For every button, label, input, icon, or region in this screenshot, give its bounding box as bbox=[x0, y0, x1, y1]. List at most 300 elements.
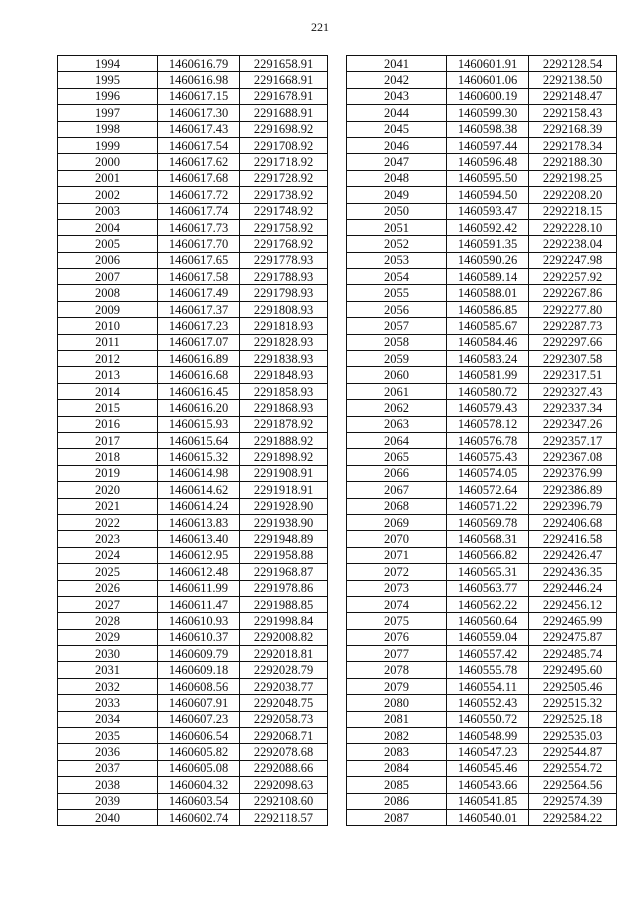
point-id-cell: 2019 bbox=[58, 465, 158, 481]
table-row bbox=[347, 170, 617, 186]
table-row bbox=[58, 449, 328, 465]
y-coordinate-cell: 2291988.85 bbox=[240, 596, 328, 612]
y-coordinate-cell: 2292337.34 bbox=[529, 400, 617, 416]
table-row bbox=[58, 105, 328, 121]
y-coordinate-cell: 2292148.47 bbox=[529, 88, 617, 104]
table-row bbox=[58, 285, 328, 301]
x-coordinate-cell: 1460555.78 bbox=[447, 662, 529, 678]
point-id-cell: 2047 bbox=[347, 154, 447, 170]
y-coordinate-cell: 2292038.77 bbox=[240, 678, 328, 694]
point-id-cell: 2081 bbox=[347, 711, 447, 727]
x-coordinate-cell: 1460589.14 bbox=[447, 269, 529, 285]
table-row bbox=[347, 187, 617, 203]
x-coordinate-cell: 1460583.24 bbox=[447, 351, 529, 367]
point-id-cell: 2061 bbox=[347, 383, 447, 399]
y-coordinate-cell: 2292456.12 bbox=[529, 596, 617, 612]
point-id-cell: 2063 bbox=[347, 416, 447, 432]
x-coordinate-cell: 1460585.67 bbox=[447, 318, 529, 334]
table-row bbox=[58, 580, 328, 596]
x-coordinate-cell: 1460616.79 bbox=[158, 56, 240, 72]
table-row bbox=[347, 744, 617, 760]
x-coordinate-cell: 1460548.99 bbox=[447, 728, 529, 744]
point-id-cell: 2025 bbox=[58, 564, 158, 580]
table-row bbox=[58, 498, 328, 514]
x-coordinate-cell: 1460602.74 bbox=[158, 809, 240, 825]
point-id-cell: 2012 bbox=[58, 351, 158, 367]
y-coordinate-cell: 2292218.15 bbox=[529, 203, 617, 219]
point-id-cell: 2067 bbox=[347, 482, 447, 498]
x-coordinate-cell: 1460617.70 bbox=[158, 236, 240, 252]
x-coordinate-cell: 1460554.11 bbox=[447, 678, 529, 694]
table-row bbox=[58, 252, 328, 268]
x-coordinate-cell: 1460581.99 bbox=[447, 367, 529, 383]
x-coordinate-cell: 1460607.23 bbox=[158, 711, 240, 727]
point-id-cell: 1994 bbox=[58, 56, 158, 72]
x-coordinate-cell: 1460605.82 bbox=[158, 744, 240, 760]
table-row bbox=[347, 269, 617, 285]
point-id-cell: 2057 bbox=[347, 318, 447, 334]
y-coordinate-cell: 2292485.74 bbox=[529, 646, 617, 662]
table-row bbox=[58, 809, 328, 825]
coordinate-table-body bbox=[58, 56, 328, 826]
x-coordinate-cell: 1460616.20 bbox=[158, 400, 240, 416]
y-coordinate-cell: 2291898.92 bbox=[240, 449, 328, 465]
table-row bbox=[347, 351, 617, 367]
x-coordinate-cell: 1460571.22 bbox=[447, 498, 529, 514]
point-id-cell: 2068 bbox=[347, 498, 447, 514]
coordinate-table-left bbox=[57, 55, 328, 826]
point-id-cell: 2075 bbox=[347, 613, 447, 629]
point-id-cell: 2070 bbox=[347, 531, 447, 547]
table-row bbox=[347, 88, 617, 104]
y-coordinate-cell: 2291858.93 bbox=[240, 383, 328, 399]
point-id-cell: 2059 bbox=[347, 351, 447, 367]
point-id-cell: 2083 bbox=[347, 744, 447, 760]
y-coordinate-cell: 2291828.93 bbox=[240, 334, 328, 350]
x-coordinate-cell: 1460575.43 bbox=[447, 449, 529, 465]
coordinate-table-right bbox=[346, 55, 617, 826]
point-id-cell: 2082 bbox=[347, 728, 447, 744]
point-id-cell: 2009 bbox=[58, 301, 158, 317]
point-id-cell: 2072 bbox=[347, 564, 447, 580]
table-row bbox=[58, 367, 328, 383]
x-coordinate-cell: 1460590.26 bbox=[447, 252, 529, 268]
x-coordinate-cell: 1460560.64 bbox=[447, 613, 529, 629]
table-row bbox=[347, 400, 617, 416]
table-row bbox=[347, 301, 617, 317]
table-row bbox=[58, 170, 328, 186]
x-coordinate-cell: 1460586.85 bbox=[447, 301, 529, 317]
x-coordinate-cell: 1460613.83 bbox=[158, 514, 240, 530]
point-id-cell: 2029 bbox=[58, 629, 158, 645]
table-row bbox=[347, 416, 617, 432]
point-id-cell: 2045 bbox=[347, 121, 447, 137]
table-row bbox=[58, 596, 328, 612]
table-row bbox=[347, 728, 617, 744]
table-row bbox=[347, 72, 617, 88]
table-row bbox=[347, 318, 617, 334]
x-coordinate-cell: 1460595.50 bbox=[447, 170, 529, 186]
x-coordinate-cell: 1460615.64 bbox=[158, 432, 240, 448]
table-row bbox=[58, 777, 328, 793]
y-coordinate-cell: 2292376.99 bbox=[529, 465, 617, 481]
table-row bbox=[58, 137, 328, 153]
point-id-cell: 2064 bbox=[347, 432, 447, 448]
x-coordinate-cell: 1460615.93 bbox=[158, 416, 240, 432]
point-id-cell: 2055 bbox=[347, 285, 447, 301]
table-row bbox=[58, 416, 328, 432]
x-coordinate-cell: 1460557.42 bbox=[447, 646, 529, 662]
x-coordinate-cell: 1460593.47 bbox=[447, 203, 529, 219]
y-coordinate-cell: 2292238.04 bbox=[529, 236, 617, 252]
point-id-cell: 2062 bbox=[347, 400, 447, 416]
table-row bbox=[58, 760, 328, 776]
point-id-cell: 2036 bbox=[58, 744, 158, 760]
y-coordinate-cell: 2291668.91 bbox=[240, 72, 328, 88]
table-row bbox=[347, 564, 617, 580]
point-id-cell: 2065 bbox=[347, 449, 447, 465]
x-coordinate-cell: 1460614.24 bbox=[158, 498, 240, 514]
x-coordinate-cell: 1460611.47 bbox=[158, 596, 240, 612]
point-id-cell: 2044 bbox=[347, 105, 447, 121]
y-coordinate-cell: 2292564.56 bbox=[529, 777, 617, 793]
table-row bbox=[58, 187, 328, 203]
y-coordinate-cell: 2291788.93 bbox=[240, 269, 328, 285]
point-id-cell: 2016 bbox=[58, 416, 158, 432]
table-row bbox=[58, 564, 328, 580]
x-coordinate-cell: 1460562.22 bbox=[447, 596, 529, 612]
point-id-cell: 2066 bbox=[347, 465, 447, 481]
point-id-cell: 2011 bbox=[58, 334, 158, 350]
point-id-cell: 2087 bbox=[347, 809, 447, 825]
point-id-cell: 2051 bbox=[347, 219, 447, 235]
table-row bbox=[347, 662, 617, 678]
x-coordinate-cell: 1460616.98 bbox=[158, 72, 240, 88]
point-id-cell: 2053 bbox=[347, 252, 447, 268]
x-coordinate-cell: 1460605.08 bbox=[158, 760, 240, 776]
y-coordinate-cell: 2291738.92 bbox=[240, 187, 328, 203]
point-id-cell: 2046 bbox=[347, 137, 447, 153]
y-coordinate-cell: 2291838.93 bbox=[240, 351, 328, 367]
table-row bbox=[347, 383, 617, 399]
point-id-cell: 2026 bbox=[58, 580, 158, 596]
x-coordinate-cell: 1460617.73 bbox=[158, 219, 240, 235]
table-row bbox=[347, 432, 617, 448]
y-coordinate-cell: 2291808.93 bbox=[240, 301, 328, 317]
point-id-cell: 2024 bbox=[58, 547, 158, 563]
table-row bbox=[58, 728, 328, 744]
point-id-cell: 1998 bbox=[58, 121, 158, 137]
point-id-cell: 2042 bbox=[347, 72, 447, 88]
x-coordinate-cell: 1460609.18 bbox=[158, 662, 240, 678]
table-row bbox=[347, 760, 617, 776]
point-id-cell: 2020 bbox=[58, 482, 158, 498]
x-coordinate-cell: 1460541.85 bbox=[447, 793, 529, 809]
table-row bbox=[58, 678, 328, 694]
table-row bbox=[58, 514, 328, 530]
y-coordinate-cell: 2292436.35 bbox=[529, 564, 617, 580]
table-row bbox=[347, 449, 617, 465]
point-id-cell: 2014 bbox=[58, 383, 158, 399]
point-id-cell: 2028 bbox=[58, 613, 158, 629]
table-row bbox=[58, 646, 328, 662]
x-coordinate-cell: 1460579.43 bbox=[447, 400, 529, 416]
table-row bbox=[58, 88, 328, 104]
y-coordinate-cell: 2291698.92 bbox=[240, 121, 328, 137]
table-row bbox=[58, 351, 328, 367]
table-row bbox=[347, 547, 617, 563]
point-id-cell: 2086 bbox=[347, 793, 447, 809]
x-coordinate-cell: 1460550.72 bbox=[447, 711, 529, 727]
point-id-cell: 1995 bbox=[58, 72, 158, 88]
x-coordinate-cell: 1460617.30 bbox=[158, 105, 240, 121]
point-id-cell: 2037 bbox=[58, 760, 158, 776]
table-row bbox=[58, 318, 328, 334]
table-row bbox=[58, 531, 328, 547]
x-coordinate-cell: 1460599.30 bbox=[447, 105, 529, 121]
y-coordinate-cell: 2292544.87 bbox=[529, 744, 617, 760]
x-coordinate-cell: 1460617.37 bbox=[158, 301, 240, 317]
y-coordinate-cell: 2292098.63 bbox=[240, 777, 328, 793]
x-coordinate-cell: 1460601.91 bbox=[447, 56, 529, 72]
x-coordinate-cell: 1460543.66 bbox=[447, 777, 529, 793]
table-row bbox=[347, 252, 617, 268]
table-row bbox=[347, 465, 617, 481]
y-coordinate-cell: 2292128.54 bbox=[529, 56, 617, 72]
point-id-cell: 2073 bbox=[347, 580, 447, 596]
x-coordinate-cell: 1460565.31 bbox=[447, 564, 529, 580]
x-coordinate-cell: 1460552.43 bbox=[447, 695, 529, 711]
point-id-cell: 2074 bbox=[347, 596, 447, 612]
point-id-cell: 1996 bbox=[58, 88, 158, 104]
x-coordinate-cell: 1460617.54 bbox=[158, 137, 240, 153]
point-id-cell: 2079 bbox=[347, 678, 447, 694]
x-coordinate-cell: 1460611.99 bbox=[158, 580, 240, 596]
y-coordinate-cell: 2292008.82 bbox=[240, 629, 328, 645]
x-coordinate-cell: 1460610.37 bbox=[158, 629, 240, 645]
point-id-cell: 2031 bbox=[58, 662, 158, 678]
table-row bbox=[58, 695, 328, 711]
y-coordinate-cell: 2292287.73 bbox=[529, 318, 617, 334]
point-id-cell: 1999 bbox=[58, 137, 158, 153]
x-coordinate-cell: 1460597.44 bbox=[447, 137, 529, 153]
point-id-cell: 2052 bbox=[347, 236, 447, 252]
y-coordinate-cell: 2292228.10 bbox=[529, 219, 617, 235]
x-coordinate-cell: 1460617.65 bbox=[158, 252, 240, 268]
table-row bbox=[347, 56, 617, 72]
table-row bbox=[347, 695, 617, 711]
point-id-cell: 2054 bbox=[347, 269, 447, 285]
y-coordinate-cell: 2291778.93 bbox=[240, 252, 328, 268]
table-row bbox=[347, 105, 617, 121]
table-row bbox=[58, 121, 328, 137]
table-row bbox=[58, 662, 328, 678]
x-coordinate-cell: 1460609.79 bbox=[158, 646, 240, 662]
y-coordinate-cell: 2292158.43 bbox=[529, 105, 617, 121]
point-id-cell: 2021 bbox=[58, 498, 158, 514]
point-id-cell: 2058 bbox=[347, 334, 447, 350]
table-row bbox=[58, 547, 328, 563]
table-row bbox=[347, 613, 617, 629]
y-coordinate-cell: 2292406.68 bbox=[529, 514, 617, 530]
x-coordinate-cell: 1460591.35 bbox=[447, 236, 529, 252]
y-coordinate-cell: 2292307.58 bbox=[529, 351, 617, 367]
table-row bbox=[347, 793, 617, 809]
table-row bbox=[58, 613, 328, 629]
point-id-cell: 2069 bbox=[347, 514, 447, 530]
table-row bbox=[58, 203, 328, 219]
point-id-cell: 2030 bbox=[58, 646, 158, 662]
point-id-cell: 2003 bbox=[58, 203, 158, 219]
y-coordinate-cell: 2291908.91 bbox=[240, 465, 328, 481]
y-coordinate-cell: 2291918.91 bbox=[240, 482, 328, 498]
table-row bbox=[58, 482, 328, 498]
table-row bbox=[347, 498, 617, 514]
table-row bbox=[58, 334, 328, 350]
y-coordinate-cell: 2292475.87 bbox=[529, 629, 617, 645]
y-coordinate-cell: 2292367.08 bbox=[529, 449, 617, 465]
point-id-cell: 2048 bbox=[347, 170, 447, 186]
table-row bbox=[347, 629, 617, 645]
point-id-cell: 2000 bbox=[58, 154, 158, 170]
x-coordinate-cell: 1460568.31 bbox=[447, 531, 529, 547]
x-coordinate-cell: 1460617.23 bbox=[158, 318, 240, 334]
table-row bbox=[58, 432, 328, 448]
x-coordinate-cell: 1460588.01 bbox=[447, 285, 529, 301]
y-coordinate-cell: 2292078.68 bbox=[240, 744, 328, 760]
point-id-cell: 2004 bbox=[58, 219, 158, 235]
table-row bbox=[347, 334, 617, 350]
x-coordinate-cell: 1460540.01 bbox=[447, 809, 529, 825]
x-coordinate-cell: 1460608.56 bbox=[158, 678, 240, 694]
point-id-cell: 2084 bbox=[347, 760, 447, 776]
table-row bbox=[58, 301, 328, 317]
y-coordinate-cell: 2291658.91 bbox=[240, 56, 328, 72]
y-coordinate-cell: 2292028.79 bbox=[240, 662, 328, 678]
y-coordinate-cell: 2292554.72 bbox=[529, 760, 617, 776]
page-number: 221 bbox=[311, 20, 329, 34]
y-coordinate-cell: 2291798.93 bbox=[240, 285, 328, 301]
x-coordinate-cell: 1460614.62 bbox=[158, 482, 240, 498]
x-coordinate-cell: 1460545.46 bbox=[447, 760, 529, 776]
x-coordinate-cell: 1460614.98 bbox=[158, 465, 240, 481]
y-coordinate-cell: 2292525.18 bbox=[529, 711, 617, 727]
x-coordinate-cell: 1460617.74 bbox=[158, 203, 240, 219]
y-coordinate-cell: 2291758.92 bbox=[240, 219, 328, 235]
x-coordinate-cell: 1460616.89 bbox=[158, 351, 240, 367]
table-row bbox=[58, 72, 328, 88]
y-coordinate-cell: 2291868.93 bbox=[240, 400, 328, 416]
table-row bbox=[347, 514, 617, 530]
y-coordinate-cell: 2292257.92 bbox=[529, 269, 617, 285]
y-coordinate-cell: 2291958.88 bbox=[240, 547, 328, 563]
x-coordinate-cell: 1460617.68 bbox=[158, 170, 240, 186]
y-coordinate-cell: 2292108.60 bbox=[240, 793, 328, 809]
y-coordinate-cell: 2292396.79 bbox=[529, 498, 617, 514]
point-id-cell: 2017 bbox=[58, 432, 158, 448]
x-coordinate-cell: 1460574.05 bbox=[447, 465, 529, 481]
x-coordinate-cell: 1460594.50 bbox=[447, 187, 529, 203]
y-coordinate-cell: 2291888.92 bbox=[240, 432, 328, 448]
x-coordinate-cell: 1460612.95 bbox=[158, 547, 240, 563]
table-row bbox=[58, 629, 328, 645]
table-row bbox=[347, 367, 617, 383]
point-id-cell: 2060 bbox=[347, 367, 447, 383]
table-row bbox=[58, 744, 328, 760]
y-coordinate-cell: 2292188.30 bbox=[529, 154, 617, 170]
y-coordinate-cell: 2291678.91 bbox=[240, 88, 328, 104]
point-id-cell: 2033 bbox=[58, 695, 158, 711]
point-id-cell: 2034 bbox=[58, 711, 158, 727]
y-coordinate-cell: 2292426.47 bbox=[529, 547, 617, 563]
y-coordinate-cell: 2292327.43 bbox=[529, 383, 617, 399]
y-coordinate-cell: 2291818.93 bbox=[240, 318, 328, 334]
table-row bbox=[347, 236, 617, 252]
x-coordinate-cell: 1460615.32 bbox=[158, 449, 240, 465]
y-coordinate-cell: 2291878.92 bbox=[240, 416, 328, 432]
x-coordinate-cell: 1460578.12 bbox=[447, 416, 529, 432]
point-id-cell: 2056 bbox=[347, 301, 447, 317]
y-coordinate-cell: 2292317.51 bbox=[529, 367, 617, 383]
x-coordinate-cell: 1460616.68 bbox=[158, 367, 240, 383]
y-coordinate-cell: 2292465.99 bbox=[529, 613, 617, 629]
x-coordinate-cell: 1460580.72 bbox=[447, 383, 529, 399]
table-row bbox=[347, 777, 617, 793]
x-coordinate-cell: 1460598.38 bbox=[447, 121, 529, 137]
point-id-cell: 2050 bbox=[347, 203, 447, 219]
y-coordinate-cell: 2292505.46 bbox=[529, 678, 617, 694]
y-coordinate-cell: 2291978.86 bbox=[240, 580, 328, 596]
x-coordinate-cell: 1460606.54 bbox=[158, 728, 240, 744]
y-coordinate-cell: 2291928.90 bbox=[240, 498, 328, 514]
x-coordinate-cell: 1460616.45 bbox=[158, 383, 240, 399]
table-row bbox=[58, 56, 328, 72]
y-coordinate-cell: 2292138.50 bbox=[529, 72, 617, 88]
point-id-cell: 2035 bbox=[58, 728, 158, 744]
x-coordinate-cell: 1460601.06 bbox=[447, 72, 529, 88]
table-row bbox=[347, 219, 617, 235]
x-coordinate-cell: 1460572.64 bbox=[447, 482, 529, 498]
y-coordinate-cell: 2292386.89 bbox=[529, 482, 617, 498]
table-row bbox=[58, 269, 328, 285]
table-row bbox=[347, 646, 617, 662]
point-id-cell: 2022 bbox=[58, 514, 158, 530]
y-coordinate-cell: 2292515.32 bbox=[529, 695, 617, 711]
table-row bbox=[347, 121, 617, 137]
point-id-cell: 2038 bbox=[58, 777, 158, 793]
table-row bbox=[347, 531, 617, 547]
point-id-cell: 2039 bbox=[58, 793, 158, 809]
point-id-cell: 2027 bbox=[58, 596, 158, 612]
y-coordinate-cell: 2291748.92 bbox=[240, 203, 328, 219]
point-id-cell: 2080 bbox=[347, 695, 447, 711]
y-coordinate-cell: 2292058.73 bbox=[240, 711, 328, 727]
y-coordinate-cell: 2291708.92 bbox=[240, 137, 328, 153]
y-coordinate-cell: 2292574.39 bbox=[529, 793, 617, 809]
point-id-cell: 2023 bbox=[58, 531, 158, 547]
point-id-cell: 2001 bbox=[58, 170, 158, 186]
x-coordinate-cell: 1460547.23 bbox=[447, 744, 529, 760]
point-id-cell: 2043 bbox=[347, 88, 447, 104]
x-coordinate-cell: 1460592.42 bbox=[447, 219, 529, 235]
y-coordinate-cell: 2292068.71 bbox=[240, 728, 328, 744]
y-coordinate-cell: 2292357.17 bbox=[529, 432, 617, 448]
point-id-cell: 2018 bbox=[58, 449, 158, 465]
point-id-cell: 2040 bbox=[58, 809, 158, 825]
x-coordinate-cell: 1460617.07 bbox=[158, 334, 240, 350]
table-row bbox=[347, 580, 617, 596]
y-coordinate-cell: 2292347.26 bbox=[529, 416, 617, 432]
